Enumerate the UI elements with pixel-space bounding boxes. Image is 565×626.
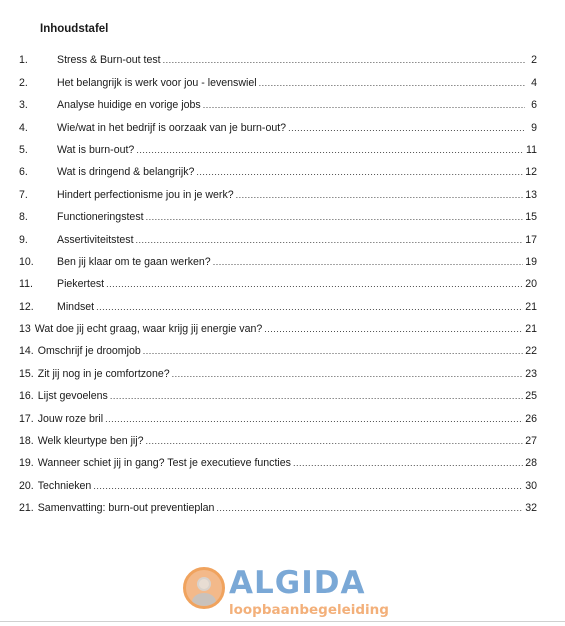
toc-dot-leader [196,166,523,179]
toc-entry[interactable] [19,179,537,201]
toc-dot-leader [264,323,523,336]
toc-entry-page: 28 [525,457,537,470]
toc-entry[interactable] [19,358,537,380]
toc-entry-number: 2. [19,76,28,89]
toc-dot-leader [213,256,524,269]
toc-entry-page: 6 [531,99,537,112]
toc-entry[interactable] [19,67,537,89]
toc-entry-title: Zit jij nog in je comfortzone? [37,367,170,380]
toc-entry[interactable] [19,157,537,179]
toc-entry-title: Samenvatting: burn-out preventieplan [37,502,215,515]
toc-dot-leader [146,211,524,224]
toc-entry-page: 21 [525,323,537,336]
toc-entry-number: 20. [19,479,34,492]
toc-entry-number: 21. [19,502,34,515]
toc-entry-number: 5. [19,143,28,156]
toc-entry-title: Het belangrijk is werk voor jou - levenswiel [57,76,257,89]
toc-entry-number: 1. [19,54,28,67]
toc-entry[interactable] [19,314,537,336]
toc-entry[interactable] [19,247,537,269]
toc-entry-page: 2 [531,54,537,67]
toc-entry-page: 22 [525,345,537,358]
toc-entry[interactable] [19,269,537,291]
toc-entry[interactable] [19,403,537,425]
toc-entry[interactable] [19,448,537,470]
toc-entry-number: 11. [19,278,33,291]
toc-entry-page: 30 [525,479,537,492]
toc-entry-title: Wat is burn-out? [57,143,135,156]
toc-entry-page: 12 [525,166,537,179]
toc-entry-title: Analyse huidige en vorige jobs [57,99,201,112]
toc-heading: Inhoudstafel [40,23,109,35]
toc-entry-page: 23 [525,367,537,380]
toc-entry-title: Ben jij klaar om te gaan werken? [57,255,211,268]
toc-dot-leader [106,278,523,291]
toc-entry-number: 8. [19,211,28,224]
toc-dot-leader [216,502,523,515]
toc-entry-title: Wat is dringend & belangrijk? [57,166,195,179]
toc-dot-leader [203,99,525,112]
toc-entry-title: Assertiviteitstest [57,233,134,246]
toc-entry[interactable] [19,493,537,515]
toc-entry-number: 7. [19,188,28,201]
toc-dot-leader [146,435,524,448]
toc-entry[interactable] [19,426,537,448]
logo-tagline-text: loopbaanbegeleiding [229,602,389,618]
toc-entry-title: Lijst gevoelens [37,390,108,403]
toc-entry[interactable] [19,291,537,313]
toc-entry-page: 27 [525,435,537,448]
toc-entry[interactable] [19,112,537,134]
toc-entry-page: 25 [525,390,537,403]
portrait-icon [183,567,225,609]
toc-entry[interactable] [19,45,537,67]
toc-dot-leader [163,54,525,67]
toc-entry-number: 18. [19,435,34,448]
toc-entry[interactable] [19,381,537,403]
toc-entry-title: Wat doe jij echt graag, waar krijg jij energie van? [34,323,263,336]
toc-entry-page: 13 [525,188,537,201]
toc-entry[interactable] [19,470,537,492]
toc-entry[interactable] [19,135,537,157]
toc-entry-title: Wie/wat in het bedrijf is oorzaak van je burn-out? [57,121,287,134]
toc-entry-title: Piekertest [57,278,105,291]
toc-entry-page: 19 [525,255,537,268]
toc-entry-page: 4 [531,76,537,89]
table-of-contents [19,45,537,515]
toc-entry-page: 11 [526,143,537,156]
toc-dot-leader [93,480,523,493]
toc-entry[interactable] [19,224,537,246]
toc-entry-number: 15. [19,367,34,380]
toc-entry-page: 15 [525,211,537,224]
toc-entry[interactable] [19,90,537,112]
toc-entry-number: 16. [19,390,34,403]
toc-entry-title: Wanneer schiet jij in gang? Test je executieve functies [37,457,291,470]
toc-dot-leader [236,189,524,202]
toc-dot-leader [96,301,523,314]
toc-entry-title: Mindset [57,300,95,313]
toc-dot-leader [259,77,525,90]
page-bottom-divider [0,621,565,622]
toc-dot-leader [136,234,524,247]
toc-entry-number: 3. [19,99,28,112]
toc-entry-page: 32 [525,502,537,515]
toc-entry-title: Hindert perfectionisme jou in je werk? [57,188,234,201]
toc-entry-title: Technieken [37,479,92,492]
toc-entry-page: 17 [525,233,537,246]
toc-entry-number: 9. [19,233,28,246]
toc-entry-page: 9 [531,121,537,134]
toc-entry-title: Omschrijf je droomjob [37,345,141,358]
toc-entry-number: 12. [19,300,34,313]
toc-entry-number: 10. [19,255,34,268]
toc-entry-title: Welk kleurtype ben jij? [37,435,144,448]
toc-entry-title: Functioneringstest [57,211,144,224]
toc-dot-leader [288,122,525,135]
logo-brand-text: ALGIDA [229,565,366,601]
toc-entry-number: 17. [19,412,34,425]
toc-entry-number: 19. [19,457,34,470]
toc-entry-title: Jouw roze bril [37,412,104,425]
toc-dot-leader [136,144,524,157]
toc-entry[interactable] [19,202,537,224]
toc-dot-leader [105,413,523,426]
toc-entry-page: 20 [525,278,537,291]
toc-entry-page: 21 [525,300,537,313]
toc-dot-leader [143,345,523,358]
toc-entry-number: 4. [19,121,28,134]
toc-entry-number: 6. [19,166,28,179]
toc-entry-number: 13 [19,323,31,336]
toc-dot-leader [172,368,524,381]
toc-entry-page: 26 [525,412,537,425]
toc-dot-leader [110,390,523,403]
toc-entry[interactable] [19,336,537,358]
toc-dot-leader [293,457,523,470]
algida-logo [183,565,389,620]
toc-entry-number: 14. [19,345,34,358]
toc-entry-title: Stress & Burn-out test [57,54,161,67]
